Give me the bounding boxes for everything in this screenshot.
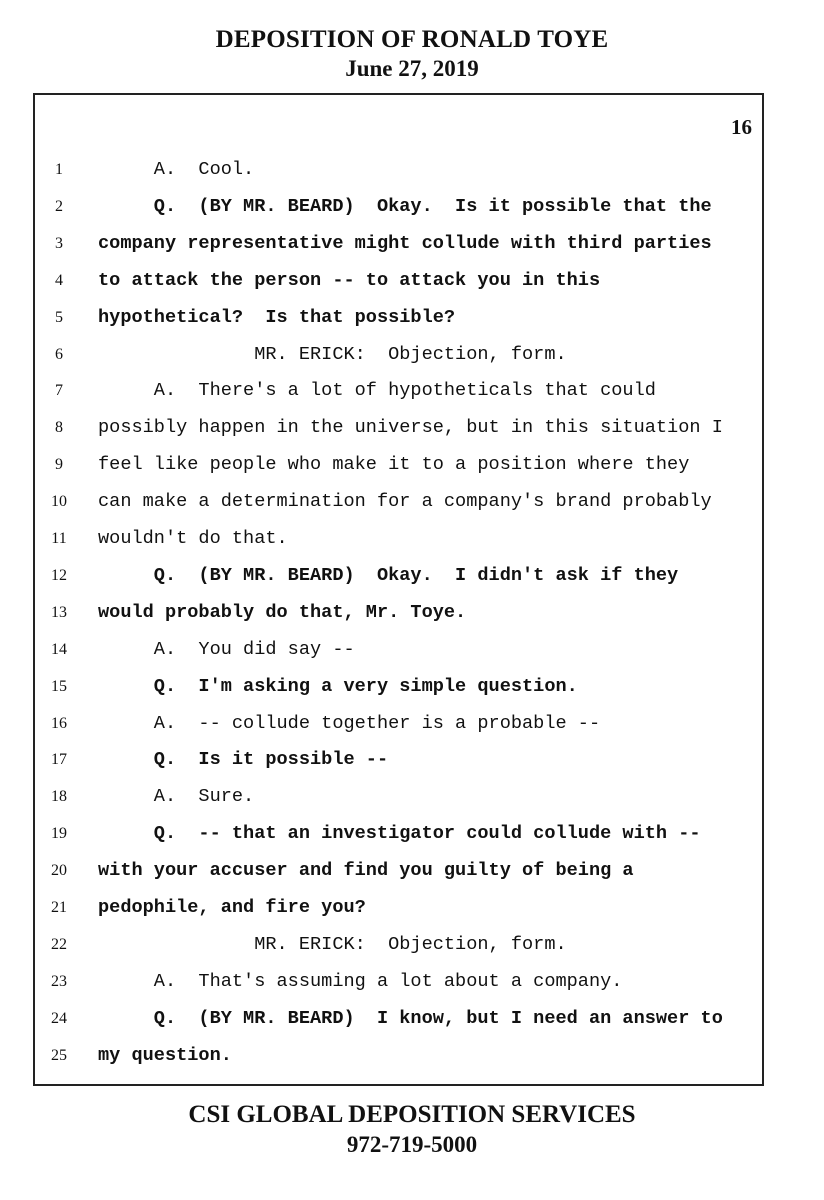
transcript-line bbox=[35, 927, 764, 964]
line-number: 18 bbox=[51, 788, 67, 806]
line-number: 12 bbox=[51, 566, 67, 584]
transcript-line bbox=[35, 595, 764, 632]
transcript-line bbox=[35, 447, 764, 484]
line-number: 24 bbox=[51, 1009, 67, 1027]
transcript-line bbox=[35, 853, 764, 890]
line-number: 15 bbox=[51, 677, 67, 695]
line-text: hypothetical? Is that possible? bbox=[98, 306, 456, 328]
transcript-line bbox=[35, 890, 764, 927]
transcript-line bbox=[35, 410, 764, 447]
transcript-line bbox=[35, 152, 764, 189]
line-number: 20 bbox=[51, 862, 67, 880]
line-number: 9 bbox=[55, 456, 63, 474]
transcript-line bbox=[35, 300, 764, 337]
transcript-line bbox=[35, 484, 764, 521]
line-text: A. There's a lot of hypotheticals that could bbox=[98, 380, 656, 402]
line-text: wouldn't do that. bbox=[98, 528, 288, 549]
transcript-line bbox=[35, 189, 764, 226]
line-number: 8 bbox=[55, 419, 63, 437]
line-text: A. That's assuming a lot about a company. bbox=[98, 970, 623, 992]
line-number: 3 bbox=[55, 234, 63, 252]
transcript-line bbox=[35, 706, 764, 743]
line-text: to attack the person -- to attack you in this bbox=[98, 269, 601, 291]
deposition-title: DEPOSITION OF RONALD TOYE bbox=[215, 26, 609, 53]
line-number: 14 bbox=[51, 640, 67, 658]
transcript-line bbox=[35, 521, 764, 558]
line-number: 13 bbox=[51, 603, 67, 621]
company-phone: 972-719-5000 bbox=[346, 1132, 478, 1157]
line-number: 10 bbox=[51, 493, 67, 511]
line-text: can make a determination for a company's brand probably bbox=[98, 491, 712, 513]
line-text: pedophile, and fire you? bbox=[98, 897, 366, 918]
page-number: 16 bbox=[731, 115, 752, 139]
line-number: 5 bbox=[55, 308, 63, 326]
transcript-line bbox=[35, 816, 764, 853]
line-text: with your accuser and find you guilty of being a bbox=[98, 860, 634, 882]
line-text: MR. ERICK: Objection, form. bbox=[98, 343, 567, 365]
line-number: 19 bbox=[51, 825, 67, 843]
line-text: possibly happen in the universe, but in this situation I bbox=[98, 417, 723, 439]
line-text: A. You did say -- bbox=[98, 638, 355, 660]
line-number: 1 bbox=[55, 161, 63, 178]
line-text: A. -- collude together is a probable -- bbox=[98, 712, 601, 734]
transcript-line bbox=[35, 1001, 764, 1038]
line-number: 4 bbox=[55, 271, 63, 289]
page-footer bbox=[0, 1100, 824, 1160]
line-text: A. Sure. bbox=[98, 786, 255, 808]
line-text: MR. ERICK: Objection, form. bbox=[98, 933, 567, 955]
transcript-line bbox=[35, 742, 764, 779]
line-number: 25 bbox=[51, 1046, 67, 1064]
transcript-line bbox=[35, 1038, 764, 1075]
transcript-line bbox=[35, 632, 764, 669]
transcript-line bbox=[35, 373, 764, 410]
line-text: my question. bbox=[98, 1044, 232, 1066]
line-text: feel like people who make it to a position where they bbox=[98, 454, 690, 476]
transcript-line bbox=[35, 964, 764, 1001]
line-text: company representative might collude with third parties bbox=[98, 232, 712, 254]
page-header bbox=[0, 26, 824, 84]
line-text: Q. Is it possible -- bbox=[98, 749, 389, 771]
line-text: Q. (BY MR. BEARD) Okay. I didn't ask if they bbox=[98, 564, 679, 586]
line-text: Q. (BY MR. BEARD) I know, but I need an answer to bbox=[98, 1007, 723, 1029]
line-text: Q. I'm asking a very simple question. bbox=[98, 675, 578, 697]
transcript-line bbox=[35, 669, 764, 706]
transcript-line bbox=[35, 558, 764, 595]
line-number: 16 bbox=[51, 714, 67, 732]
reporting-company: CSI GLOBAL DEPOSITION SERVICES bbox=[188, 1101, 636, 1128]
transcript-line bbox=[35, 263, 764, 300]
deposition-date: June 27, 2019 bbox=[345, 56, 479, 81]
line-number: 22 bbox=[51, 935, 67, 953]
transcript-line bbox=[35, 779, 764, 816]
line-number: 23 bbox=[51, 972, 67, 990]
line-text: would probably do that, Mr. Toye. bbox=[98, 601, 467, 623]
line-number: 6 bbox=[55, 345, 63, 363]
line-number: 11 bbox=[51, 530, 67, 547]
line-number: 2 bbox=[55, 197, 63, 215]
line-text: Q. -- that an investigator could collude with -- bbox=[98, 823, 701, 845]
line-number: 7 bbox=[55, 382, 63, 400]
line-number: 17 bbox=[51, 751, 67, 769]
line-text: Q. (BY MR. BEARD) Okay. Is it possible that the bbox=[98, 195, 712, 217]
transcript-line bbox=[35, 337, 764, 374]
transcript-frame bbox=[33, 93, 764, 1086]
transcript-line bbox=[35, 226, 764, 263]
line-text: A. Cool. bbox=[98, 159, 255, 180]
line-number: 21 bbox=[51, 899, 67, 916]
